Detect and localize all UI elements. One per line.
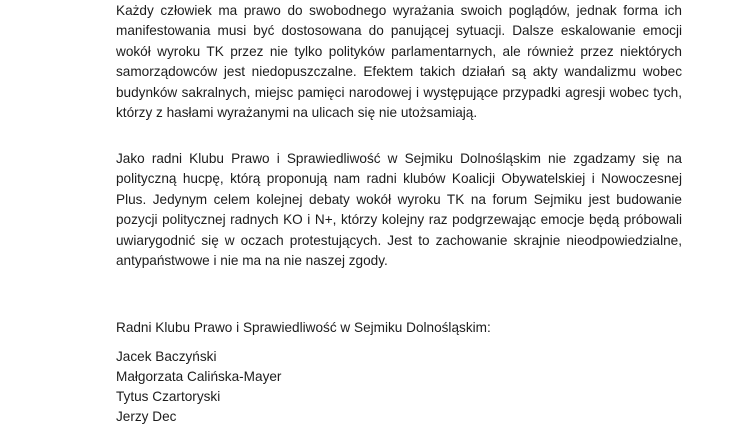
paragraph-2: Jako radni Klubu Prawo i Sprawiedliwość w Sejmiku Dolnośląskim nie zgadzamy się na polityczną hucpę, którą proponują nam radni klubów Koalicji Obywatelskiej i Nowoczesnej Plus. Jedynym celem kolejnej debaty wokół wyroku TK na forum Sejmiku jest budowanie pozycji politycznej radnych KO i N+, którzy kolejny raz podgrzewając emocje będą próbowali uwiarygodnić się w oczach protestujących. Jest to zachowanie skrajnie nieodpowiedzialne, antypaństwowe i nie ma na nie naszej zgody. <box>116 151 682 269</box>
signer-name: Jacek Baczyński <box>116 349 217 364</box>
signer-name: Jerzy Dec <box>116 409 177 424</box>
signer-name: Małgorzata Calińska-Mayer <box>116 369 282 384</box>
signer-name: Tytus Czartoryski <box>116 389 221 404</box>
paragraph-1: Każdy człowiek ma prawo do swobodnego wyrażania swoich poglądów, jednak forma ich manifestowania musi być dostosowana do panującej sytuacji. Dalsze eskalowanie emocji wokół wyroku TK przez nie tylko polityków parlamentarnych, ale również przez niektórych samorządowców jest niedopuszczalne. Efektem takich działań są akty wandalizmu wobec budynków sakralnych, miejsc pamięci narodowej i występujące przypadki agresji wobec tych, którzy z hasłami wyrażanymi na ulicach się nie utożsamiają. <box>116 3 682 121</box>
signers-heading: Radni Klubu Prawo i Sprawiedliwość w Sejmiku Dolnośląskim: <box>116 320 491 335</box>
signers-list <box>116 347 281 427</box>
